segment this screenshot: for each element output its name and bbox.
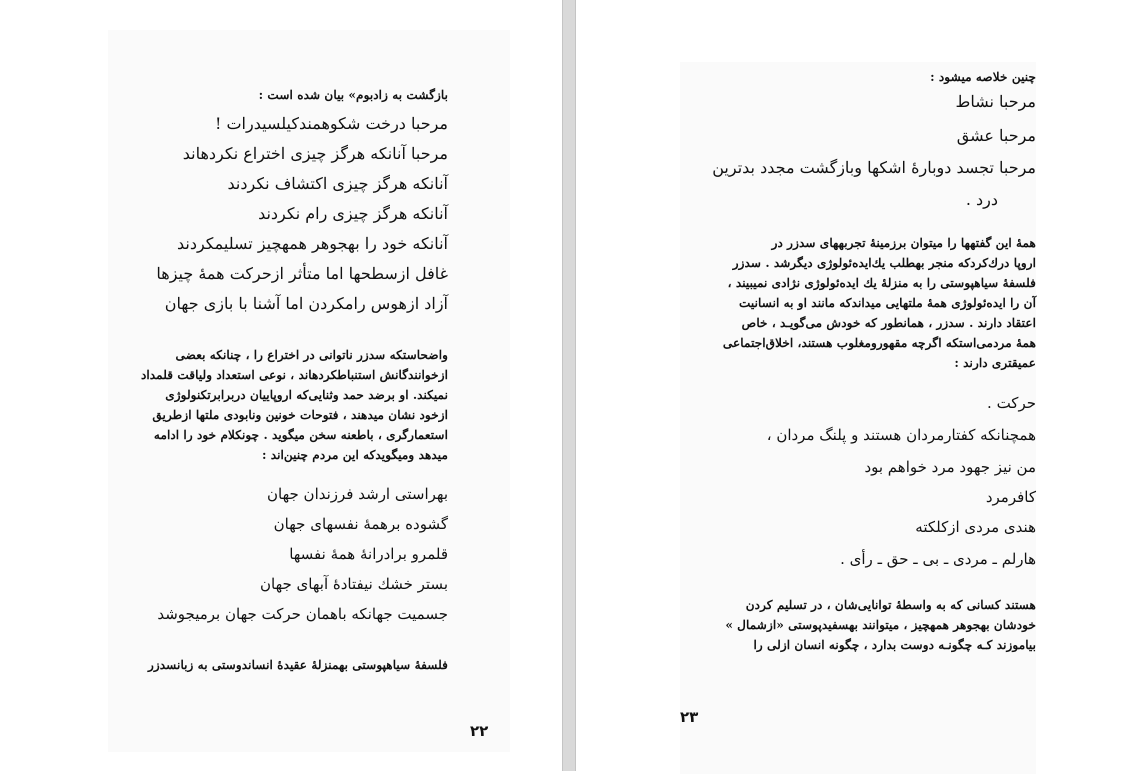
left-verse-line: گشوده برهمهٔ نفسهای جهان bbox=[273, 515, 448, 533]
left-verse-line: مرحبا درخت شکوهمندکیلسیدرات ! bbox=[214, 114, 448, 133]
right-paragraph-line: اروپا درك‌کردکه منجر بهطلب يك‌ایده‌ئولوژی دیگرشد . سدزر bbox=[732, 256, 1036, 270]
left-verse-line: غافل ازسطحها اما متأثر ازحرکت همهٔ چیزها bbox=[156, 264, 448, 283]
left-paragraph-line: واضحاستکه سدزر ناتوانی در اختراع را ، چنانکه بعضی bbox=[175, 348, 448, 362]
right-verse-line: هارلم ـ مردی ـ بی ـ حق ـ رأی . bbox=[840, 550, 1036, 568]
right-verse-line: مرحبا عشق bbox=[956, 126, 1036, 145]
right-verse-line: کافرمرد bbox=[985, 488, 1036, 506]
right-verse-line: هندی مردی ازکلکته bbox=[915, 518, 1036, 536]
left-paragraph-line: ازخود نشان میدهند ، فتوحات خونین ونابودی ملتها ازطریق bbox=[152, 408, 448, 422]
left-verse-line: آنانکه هرگز چیزی رام نکردند bbox=[258, 204, 448, 223]
left-paragraph-line: نمیکند. او برضد حمد وثنایی‌که اروپاییان دربرابرتکنولوژی bbox=[165, 388, 448, 402]
left-paragraph-line: میدهد ومیگویدکه این مردم چنین‌اند : bbox=[261, 448, 448, 462]
right-verse-line: مرحبا تجسد دوبارهٔ اشکها وبازگشت مجدد بدترین bbox=[712, 158, 1036, 177]
right-page bbox=[680, 62, 1036, 774]
left-verse-line: بهراستی ارشد فرزندان جهان bbox=[267, 485, 448, 503]
right-paragraph-line: فلسفهٔ سیاهپوستی را به منزلهٔ يك ایده‌ئولوژی نژادی نمیبیند ، bbox=[727, 276, 1036, 290]
right-paragraph-line: عمیقتری دارند : bbox=[954, 356, 1036, 370]
right-paragraph-line: همهٔ این گفتهها را میتوان برزمینهٔ تجربههای سدزر در bbox=[771, 236, 1036, 250]
left-page bbox=[108, 30, 510, 752]
right-paragraph-line: همهٔ مردمی‌استکه اگرچه مقهورومغلوب هستند، اخلاق‌اجتماعی bbox=[722, 336, 1036, 350]
left-paragraph-line: ازخوانندگانش استنباطکردهاند ، نوعی استعداد ولیاقت قلمداد bbox=[140, 368, 448, 382]
right-paragraph-line: هستند کسانی که به واسطهٔ توانایی‌شان ، در تسلیم کردن bbox=[745, 598, 1036, 612]
right-intro: چنین خلاصه میشود : bbox=[930, 70, 1036, 84]
right-paragraph-line: اعتقاد دارند . سدزر ، همانطور که خودش می‌گویـد ، خاص bbox=[741, 316, 1036, 330]
left-verse-line: قلمرو برادرانهٔ همهٔ نفسها bbox=[289, 545, 448, 563]
right-verse-line: همچنانکه کفتارمردان هستند و پلنگ مردان ، bbox=[766, 426, 1036, 444]
left-verse-line: آنانکه هرگز چیزی اکتشاف نکردند bbox=[227, 174, 448, 193]
right-verse-line: درد . bbox=[965, 190, 998, 209]
page-number: ۲۳ bbox=[680, 708, 699, 726]
right-verse-line: مرحبا نشاط bbox=[955, 92, 1036, 111]
right-paragraph-line: خودشان بهجوهر همهچیز ، میتوانند بهسفیدپوستی «ازشمال » bbox=[725, 618, 1036, 632]
left-verse-line: آنانکه خود را بهجوهر همهچیز تسلیمکردند bbox=[177, 234, 448, 253]
left-paragraph-line: استعمارگری ، باطعنه سخن میگوید . چونکلام خود را ادامه bbox=[153, 428, 448, 442]
right-paragraph-line: بیاموزند کـه چگونـه دوست بدارد ، چگونه انسان ازلی را bbox=[753, 638, 1036, 652]
right-paragraph-line: آن را ایده‌ئولوژی همهٔ ملتهایی میداندکه مانند او به انسانیت bbox=[738, 296, 1036, 310]
right-verse-line: حرکت . bbox=[987, 394, 1036, 412]
page-number: ۲۲ bbox=[470, 722, 489, 740]
left-verse-line: جسمیت جهانکه باهمان حرکت جهان برمیجوشد bbox=[157, 605, 448, 623]
left-verse-line: آزاد ازهوس رامکردن اما آشنا با بازی جهان bbox=[164, 294, 448, 313]
right-verse-line: من نیز جهود مرد خواهم بود bbox=[864, 458, 1036, 476]
page-gutter bbox=[562, 0, 576, 771]
left-intro: بازگشت به زادبوم» بیان شده است : bbox=[258, 88, 448, 102]
left-verse-line: مرحبا آنانکه هرگز چیزی اختراع نکردهاند bbox=[182, 144, 448, 163]
left-verse-line: بستر خشك نیفتادهٔ آبهای جهان bbox=[260, 575, 448, 593]
left-footer-line: فلسفهٔ سیاهپوستی بهمنزلهٔ عقیدهٔ انساندوستی به زبانسدزر bbox=[148, 658, 448, 672]
